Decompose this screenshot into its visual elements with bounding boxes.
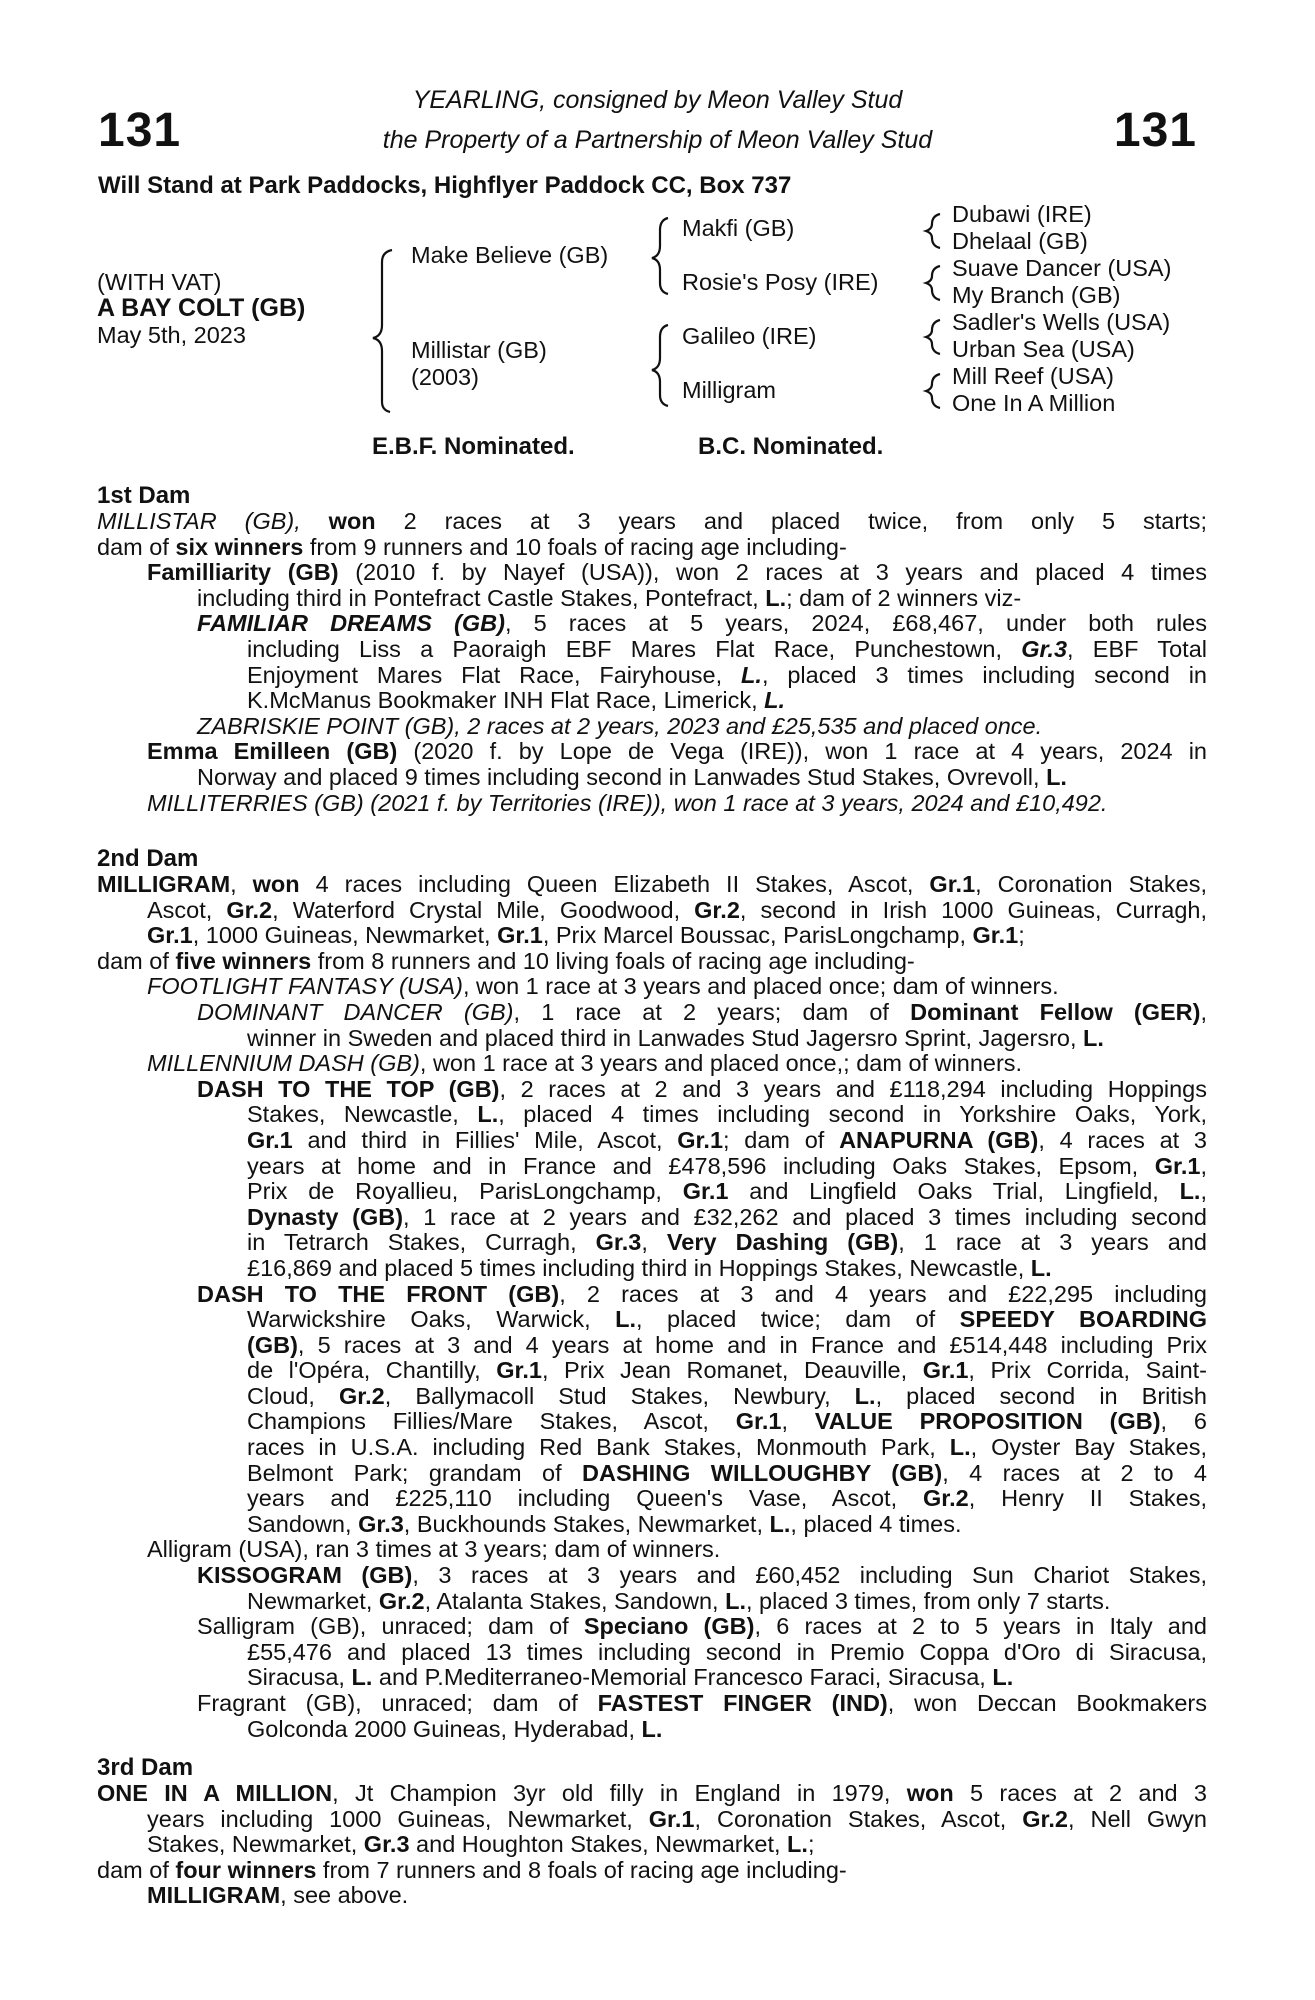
sire-sire: Makfi (GB)	[682, 215, 795, 241]
text-line: DASH TO THE TOP (GB), 2 races at 2 and 3 years and £118,294 including Hoppings	[197, 1075, 1207, 1102]
text-line: MILLIGRAM, see above.	[147, 1882, 409, 1909]
text-line: MILLIGRAM, won 4 races including Queen Elizabeth II Stakes, Ascot, Gr.1, Coronation Stakes,	[97, 871, 1207, 897]
text-line: de l'Opéra, Chantilly, Gr.1, Prix Jean Romanet, Deauville, Gr.1, Prix Corrida, Saint-	[247, 1357, 1208, 1384]
g3-6: Urban Sea (USA)	[952, 336, 1135, 362]
text-line: ONE IN A MILLION, Jt Champion 3yr old filly in England in 1979, won 5 races at 2 and 3	[97, 1780, 1208, 1806]
text-line: Emma Emilleen (GB) (2020 f. by Lope de Vega (IRE)), won 1 race at 4 years, 2024 in	[147, 738, 1208, 765]
text-line: including Liss a Paoraigh EBF Mares Flat Race, Punchestown, Gr.3, EBF Total	[247, 635, 1207, 662]
text-line: £16,869 and placed 5 times including third in Hoppings Stakes, Newcastle, L.	[247, 1254, 1052, 1281]
text-line: Enjoyment Mares Flat Race, Fairyhouse, L., placed 3 times including second in	[247, 661, 1208, 688]
pedigree-braces	[0, 0, 1315, 470]
text-line: Cloud, Gr.2, Ballymacoll Stud Stakes, Newbury, L., placed second in British	[247, 1382, 1207, 1409]
ebf-nominated: E.B.F. Nominated.	[372, 433, 575, 460]
text-line: Golconda 2000 Guineas, Hyderabad, L.	[247, 1715, 663, 1742]
sire-name: Make Believe (GB)	[411, 242, 609, 268]
text-line: Alligram (USA), ran 3 times at 3 years; dam of winners.	[147, 1536, 721, 1563]
text-line: Warwickshire Oaks, Warwick, L., placed twice; dam of SPEEDY BOARDING	[247, 1306, 1207, 1333]
text-line: MILLITERRIES (GB) (2021 f. by Territories (IRE)), won 1 race at 3 years, 2024 and £10,492.	[147, 789, 1108, 816]
foaled-date: May 5th, 2023	[97, 322, 246, 348]
stand-location: Will Stand at Park Paddocks, Highflyer Paddock CC, Box 737	[98, 172, 792, 199]
dam-name: Millistar (GB)	[411, 337, 547, 363]
text-line: MILLISTAR (GB), won 2 races at 3 years and placed twice, from only 5 starts;	[97, 508, 1207, 534]
text-line: ZABRISKIE POINT (GB), 2 races at 2 years, 2023 and £25,535 and placed once.	[197, 712, 1043, 739]
g3-3: Suave Dancer (USA)	[952, 255, 1172, 281]
text-line: Dynasty (GB), 1 race at 2 years and £32,262 and placed 3 times including second	[247, 1203, 1207, 1230]
second-dam-heading: 2nd Dam	[97, 845, 199, 872]
consign-line-2: the Property of a Partnership of Meon Valley Stud	[382, 126, 933, 154]
g3-2: Dhelaal (GB)	[952, 228, 1088, 254]
text-line: Siracusa, L. and P.Mediterraneo-Memorial Francesco Faraci, Siracusa, L.	[247, 1664, 1014, 1691]
text-line: Fragrant (GB), unraced; dam of FASTEST FINGER (IND), won Deccan Bookmakers	[197, 1690, 1207, 1716]
text-line: dam of five winners from 8 runners and 10 living foals of racing age including-	[97, 947, 915, 974]
text-line: Salligram (GB), unraced; dam of Speciano (GB), 6 races at 2 to 5 years in Italy and	[197, 1613, 1207, 1640]
text-line: (GB), 5 races at 3 and 4 years at home and in France and £514,448 including Prix	[247, 1331, 1207, 1358]
text-line: Gr.1, 1000 Guineas, Newmarket, Gr.1, Prix Marcel Boussac, ParisLongchamp, Gr.1;	[147, 922, 1025, 949]
g3-1: Dubawi (IRE)	[952, 201, 1092, 227]
first-dam-heading: 1st Dam	[97, 482, 191, 509]
g3-8: One In A Million	[952, 390, 1116, 416]
text-line: Sandown, Gr.3, Buckhounds Stakes, Newmarket, L., placed 4 times.	[247, 1510, 962, 1537]
g3-7: Mill Reef (USA)	[952, 363, 1114, 389]
text-line: races in U.S.A. including Red Bank Stakes, Monmouth Park, L., Oyster Bay Stakes,	[247, 1434, 1207, 1461]
text-line: Ascot, Gr.2, Waterford Crystal Mile, Goodwood, Gr.2, second in Irish 1000 Guineas, Curragh,	[147, 896, 1207, 923]
text-line: Stakes, Newmarket, Gr.3 and Houghton Stakes, Newmarket, L.;	[147, 1831, 815, 1858]
text-line: K.McManus Bookmaker INH Flat Race, Limerick, L.	[247, 687, 786, 714]
g3-4: My Branch (GB)	[952, 282, 1121, 308]
text-line: Norway and placed 9 times including second in Lanwades Stud Stakes, Ovrevoll, L.	[197, 763, 1067, 790]
dam-dam: Milligram	[682, 377, 776, 403]
dam-sire: Galileo (IRE)	[682, 323, 817, 349]
text-line: KISSOGRAM (GB), 3 races at 3 years and £60,452 including Sun Chariot Stakes,	[197, 1562, 1208, 1589]
text-line: Familliarity (GB) (2010 f. by Nayef (USA)), won 2 races at 3 years and placed 4 times	[147, 559, 1207, 586]
text-line: Newmarket, Gr.2, Atalanta Stakes, Sandown, L., placed 3 times, from only 7 starts.	[247, 1587, 1111, 1614]
text-line: including third in Pontefract Castle Stakes, Pontefract, L.; dam of 2 winners viz-	[197, 584, 1022, 611]
consign-line-1: YEARLING, consigned by Meon Valley Stud	[412, 86, 903, 114]
text-line: dam of six winners from 9 runners and 10 foals of racing age including-	[97, 533, 847, 560]
pedigree-table	[0, 0, 1315, 470]
text-line: in Tetrarch Stakes, Curragh, Gr.3, Very Dashing (GB), 1 race at 3 years and	[247, 1229, 1207, 1256]
text-line: DASH TO THE FRONT (GB), 2 races at 3 and 4 years and £22,295 including	[197, 1280, 1208, 1307]
text-line: Prix de Royallieu, ParisLongchamp, Gr.1 and Lingfield Oaks Trial, Lingfield, L.,	[247, 1178, 1207, 1205]
text-line: Stakes, Newcastle, L., placed 4 times including second in Yorkshire Oaks, York,	[247, 1101, 1208, 1128]
second-dam-section	[97, 846, 1207, 1742]
text-line: FAMILIAR DREAMS (GB), 5 races at 5 years, 2024, £68,467, under both rules	[197, 610, 1207, 637]
vat-label: (WITH VAT)	[97, 269, 222, 295]
text-line: Gr.1 and third in Fillies' Mile, Ascot, Gr.1; dam of ANAPURNA (GB), 4 races at 3	[247, 1126, 1208, 1153]
horse-name: A BAY COLT (GB)	[97, 294, 306, 322]
bc-nominated: B.C. Nominated.	[698, 433, 884, 460]
g3-5: Sadler's Wells (USA)	[952, 309, 1171, 335]
dam-year: (2003)	[411, 364, 479, 390]
text-line: £55,476 and placed 13 times including second in Premio Coppa d'Oro di Siracusa,	[247, 1638, 1207, 1665]
third-dam-section	[97, 1755, 1207, 1909]
text-line: DOMINANT DANCER (GB), 1 race at 2 years; dam of Dominant Fellow (GER),	[197, 998, 1207, 1025]
text-line: FOOTLIGHT FANTASY (USA), won 1 race at 3 years and placed once; dam of winners.	[147, 973, 1059, 1000]
text-line: years including 1000 Guineas, Newmarket, Gr.1, Coronation Stakes, Ascot, Gr.2, Nell Gwyn	[147, 1805, 1207, 1832]
text-line: dam of four winners from 7 runners and 8 foals of racing age including-	[97, 1856, 847, 1883]
third-dam-heading: 3rd Dam	[97, 1754, 194, 1781]
text-line: years and £225,110 including Queen's Vase, Ascot, Gr.2, Henry II Stakes,	[247, 1485, 1208, 1512]
lot-number-left: 131	[98, 104, 182, 157]
lot-number-right: 131	[1113, 104, 1197, 157]
text-line: MILLENNIUM DASH (GB), won 1 race at 3 years and placed once,; dam of winners.	[147, 1050, 1023, 1077]
text-line: Champions Fillies/Mare Stakes, Ascot, Gr.1, VALUE PROPOSITION (GB), 6	[247, 1408, 1207, 1435]
text-line: Belmont Park; grandam of DASHING WILLOUGHBY (GB), 4 races at 2 to 4	[247, 1459, 1207, 1486]
sire-dam: Rosie's Posy (IRE)	[682, 269, 879, 295]
first-dam-section	[97, 483, 1207, 816]
text-line: years at home and in France and £478,596 including Oaks Stakes, Epsom, Gr.1,	[247, 1152, 1207, 1179]
text-line: winner in Sweden and placed third in Lanwades Stud Jagersro Sprint, Jagersro, L.	[247, 1024, 1104, 1051]
